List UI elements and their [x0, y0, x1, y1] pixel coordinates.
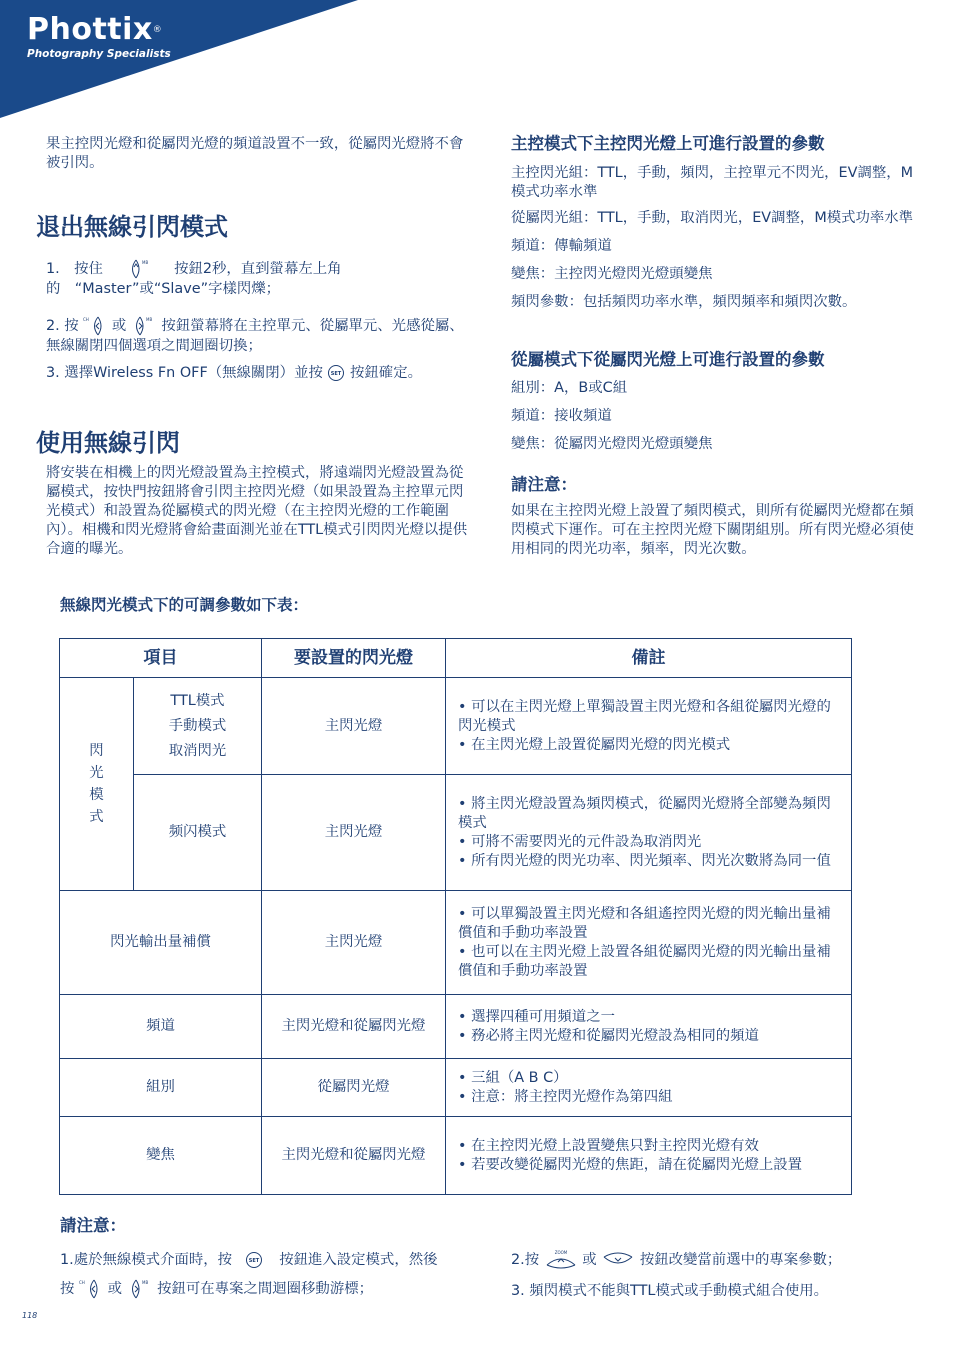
dial-right-icon	[127, 1278, 153, 1300]
slave-param-item: 頻道：接收頻道	[511, 408, 612, 424]
exit-step-2-or: 或	[111, 318, 127, 334]
row-note-line: • 可將不需要閃光的元件設為取消閃光	[458, 833, 702, 850]
row-note-line: • 注意：將主控閃光燈作為第四組	[458, 1088, 673, 1105]
group-label-char: 光	[89, 765, 104, 781]
row-notes	[446, 995, 852, 1059]
header-flash: 要設置的閃光燈	[262, 639, 446, 678]
brand-tagline: Photography Specialists	[27, 48, 171, 60]
exit-step-2-b: 按鈕螢幕將在主控單元、從屬單元、光感從屬、無線關閉四個選項之間迴圈切換；	[46, 318, 464, 354]
row-item	[134, 678, 262, 775]
row-note-line: • 將主閃光燈設置為頻閃模式，從屬閃光燈將全部變為頻閃模式	[458, 795, 831, 831]
row-note-line: • 所有閃光燈的閃光功率、閃光頻率、閃光次數將為同一值	[458, 852, 831, 869]
row-note-line: • 也可以在主閃光燈上設置各組從屬閃光燈的閃光輸出量補償值和手動功率設置	[458, 943, 831, 979]
intro-text: 果主控閃光燈和從屬閃光燈的頻道設置不一致，從屬閃光燈將不會被引閃。	[46, 136, 464, 171]
row-item-line: TTL模式	[170, 692, 225, 709]
master-params-title: 主控模式下主控閃光燈上可進行設置的參數	[511, 134, 825, 153]
table-caption: 無線閃光模式下的可調參數如下表：	[60, 596, 309, 614]
group-label-char: 閃	[89, 743, 104, 759]
row-flash: 主閃光燈	[262, 775, 446, 891]
bottom-step-2-a: 2.按	[511, 1252, 540, 1268]
right-note-title: 請注意：	[511, 475, 577, 494]
bottom-step-1-a: 1.處於無線模式介面時，按	[60, 1252, 233, 1268]
master-params-list	[511, 164, 921, 312]
row-flash: 主閃光燈	[262, 678, 446, 775]
table-row	[60, 775, 852, 891]
master-param-item: 從屬閃光組：TTL，手動，取消閃光，EV調整，M模式功率水準	[511, 210, 914, 226]
dial-up-icon	[125, 258, 155, 280]
header-item: 項目	[60, 639, 262, 678]
exit-step-1	[46, 258, 468, 299]
master-param-item: 頻道：傳輸頻道	[511, 238, 612, 254]
bottom-step-3: 3. 頻閃模式不能與TTL模式或手動模式組合使用。	[511, 1283, 829, 1299]
row-item: 組別	[60, 1059, 262, 1117]
table-row	[60, 678, 852, 775]
table-row	[60, 1117, 852, 1195]
flash-mode-group-label	[60, 678, 134, 891]
row-flash: 主閃光燈和從屬閃光燈	[262, 1117, 446, 1195]
row-notes	[446, 891, 852, 995]
master-param-item: 變焦：主控閃光燈閃光燈頭變焦	[511, 266, 713, 282]
exit-step-2-a: 2. 按	[46, 318, 79, 334]
slave-param-item: 組別：A，B或C組	[511, 380, 628, 396]
row-flash: 從屬閃光燈	[262, 1059, 446, 1117]
dial-left-icon	[83, 315, 107, 337]
table-row	[60, 1059, 852, 1117]
exit-step-2	[46, 315, 468, 356]
row-flash: 主閃光燈	[262, 891, 446, 995]
svg-text:CH: CH	[78, 1280, 85, 1285]
master-param-item: 頻閃參數：包括頻閃功率水準，頻閃頻率和頻閃次數。	[511, 294, 857, 310]
bottom-step-2-b: 按鈕改變當前選中的專案參數；	[639, 1252, 842, 1268]
table-row	[60, 891, 852, 995]
exit-step-1-a: 1. 按住	[46, 261, 103, 277]
row-flash: 主閃光燈和從屬閃光燈	[262, 995, 446, 1059]
slave-params-list	[511, 379, 921, 454]
svg-text:SET: SET	[248, 1258, 259, 1264]
row-note-line: • 在主控閃光燈上設置變焦只對主控閃光燈有效	[458, 1137, 759, 1154]
slave-param-item: 變焦：從屬閃光燈閃光燈頭變焦	[511, 436, 713, 452]
exit-step-3-b: 按鈕確定。	[350, 365, 422, 381]
row-item-line: 手動模式	[168, 717, 227, 734]
set-button-icon	[245, 1251, 263, 1269]
svg-text:MB: MB	[141, 1280, 148, 1285]
set-button-icon	[327, 364, 345, 382]
row-item: 频闪模式	[134, 775, 262, 891]
group-label-char: 模	[89, 787, 104, 803]
svg-text:MB: MB	[142, 260, 149, 265]
params-table	[59, 638, 852, 1195]
table-row	[60, 995, 852, 1059]
row-note-line: • 可以在主閃光燈上單獨設置主閃光燈和各組從屬閃光燈的閃光模式	[458, 698, 831, 734]
row-notes	[446, 1117, 852, 1195]
page-number: 118	[22, 1311, 38, 1320]
registered-mark: ®	[152, 25, 163, 35]
row-item: 變焦	[60, 1117, 262, 1195]
row-note-line: • 三組（A B C）	[458, 1069, 568, 1086]
use-wireless-body: 將安裝在相機上的閃光燈設置為主控模式，將遠端閃光燈設置為從屬模式，按快門按鈕將會引閃主控閃光燈（如果設置為主控單元閃光模式）和設置為從屬模式的閃光燈（在主控閃光燈的工作範圍內）。相機和閃光燈將會給畫面測光並在TTL模式引閃閃光燈以提供合適的曝光。	[46, 465, 468, 557]
row-note-line: • 可以單獨設置主閃光燈和各組遙控閃光燈的閃光輸出量補償值和手動功率設置	[458, 905, 831, 941]
bottom-step-1-b: 按鈕進入設定模式，然後	[279, 1252, 438, 1268]
table-header-row	[60, 639, 852, 678]
row-note-line: • 在主閃光燈上設置從屬閃光燈的閃光模式	[458, 736, 731, 753]
row-note-line: • 選擇四種可用頻道之一	[458, 1008, 615, 1025]
right-note-body: 如果在主控閃光燈上設置了頻閃模式，則所有從屬閃光燈都在頻閃模式下運作。可在主控閃光燈下關閉組別。所有閃光燈必須使用相同的閃光功率，頻率，閃光次數。	[511, 503, 914, 557]
svg-text:SET: SET	[331, 371, 342, 377]
bottom-step-1-c: 按	[60, 1281, 75, 1297]
svg-text:CH: CH	[83, 317, 90, 322]
dial-right-icon	[131, 315, 157, 337]
bottom-step-2	[511, 1246, 921, 1275]
brand-logo	[27, 12, 171, 60]
row-notes	[446, 1059, 852, 1117]
exit-step-3-a: 3. 選擇Wireless Fn OFF（無線關閉）並按	[46, 365, 323, 381]
bottom-step-1-d: 按鈕可在專案之間迴圈移動游標；	[157, 1281, 373, 1297]
row-note-line: • 若要改變從屬閃光燈的焦距，請在從屬閃光燈上設置	[458, 1156, 803, 1173]
header-notes: 備註	[446, 639, 852, 678]
group-label-char: 式	[89, 809, 104, 825]
row-notes	[446, 775, 852, 891]
exit-step-1-b: 按鈕2秒，直到螢幕左上角的 “Master”或“Slave”字樣閃爍；	[46, 261, 342, 297]
use-wireless-title: 使用無線引閃	[36, 429, 180, 457]
bottom-step-1	[60, 1246, 480, 1304]
row-notes	[446, 678, 852, 775]
row-item: 閃光輸出量補償	[60, 891, 262, 995]
row-note-line: • 務必將主閃光燈和從屬閃光燈設為相同的頻道	[458, 1027, 759, 1044]
bottom-step-2-or: 或	[582, 1252, 597, 1268]
zoom-down-icon	[601, 1249, 635, 1271]
svg-text:ZOOM: ZOOM	[554, 1250, 567, 1255]
exit-step-3	[46, 364, 468, 383]
row-item: 頻道	[60, 995, 262, 1059]
brand-name: Phottix	[27, 12, 153, 47]
bottom-step-1-or: 或	[107, 1281, 122, 1297]
bottom-note-title: 請注意：	[60, 1216, 126, 1235]
zoom-up-icon	[544, 1249, 578, 1271]
slave-params-title: 從屬模式下從屬閃光燈上可進行設置的參數	[511, 350, 825, 369]
dial-left-icon	[79, 1278, 103, 1300]
master-param-item: 主控閃光組：TTL，手動，頻閃，主控單元不閃光，EV調整，M模式功率水準	[511, 165, 914, 200]
row-item-line: 取消閃光	[168, 742, 227, 759]
svg-text:MB: MB	[145, 317, 153, 322]
exit-wireless-title: 退出無線引閃模式	[36, 213, 228, 241]
